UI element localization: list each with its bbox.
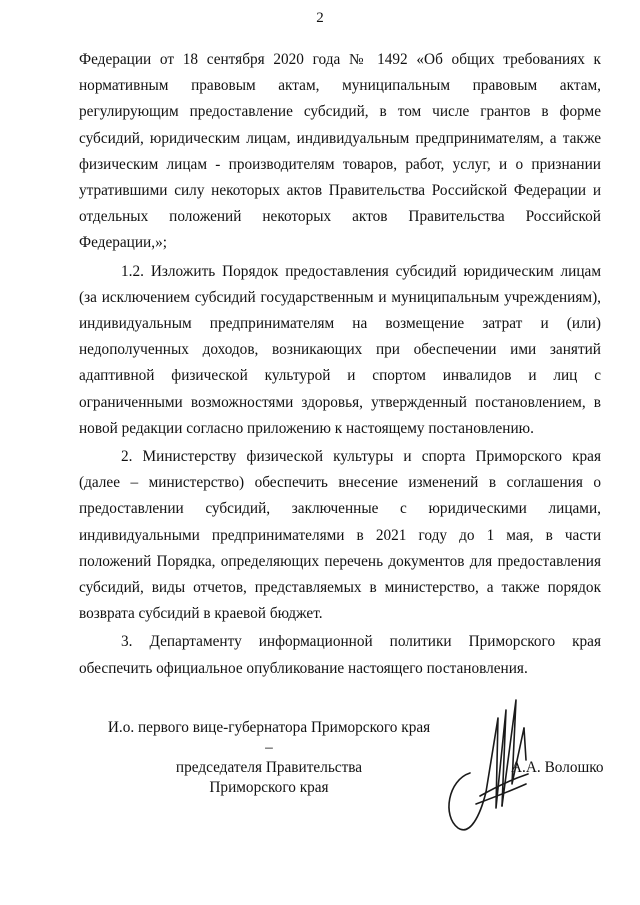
document-body: [79, 47, 601, 682]
signer-title-line-1: И.о. первого вице-губернатора Приморского края –: [107, 719, 431, 756]
paragraph-continuation: Федерации от 18 сентября 2020 года № 1492 «Об общих требованиях к нормативным правовым актам, муниципальным правовым актам, регулирующим предоставление субсидий, в том числе грантов в форме субсидий, юридическим лицам, индивидуальным предпринимателям, а также физическим лицам - производителям товаров, работ, услуг, и о признании утратившими силу некоторых актов Правительства Российской Федерации и отдельных положений некоторых актов Правительства Российской Федерации,»;: [79, 51, 601, 252]
signer-title-line-3: Приморского края: [209, 779, 329, 796]
paragraph-2: 2. Министерству физической культуры и спорта Приморского края (далее – министерство) обеспечить внесение изменений в соглашения о предоставлении субсидий, заключенные с юридическими лицами, индивидуальными предпринимателями в 2021 году до 1 мая, в части положений Порядка, определяющих перечень документов для предоставления субсидий, виды отчетов, представляемых в министерство, а также порядок возврата субсидий в краевой бюджет.: [79, 448, 601, 623]
page-number: 2: [316, 10, 324, 26]
paragraph-3: 3. Департаменту информационной политики Приморского края обеспечить официальное опубликование настоящего постановления.: [79, 633, 601, 677]
paragraph-1-2: 1.2. Изложить Порядок предоставления субсидий юридическим лицам (за исключением субсидий государственным и муниципальным учреждениям), индивидуальным предпринимателям на возмещение затрат и (или) недополученных доходов, возникающих при обеспечении ими занятий адаптивной физической культурой и спортом инвалидов и лиц с ограниченными возможностями здоровья, утвержденный постановлением, в новой редакции согласно приложению к настоящему постановлению.: [79, 262, 601, 437]
signer-name: А.А. Волошко: [511, 759, 604, 776]
signer-title: [104, 718, 434, 798]
signer-title-line-2: председателя Правительства: [175, 759, 363, 776]
